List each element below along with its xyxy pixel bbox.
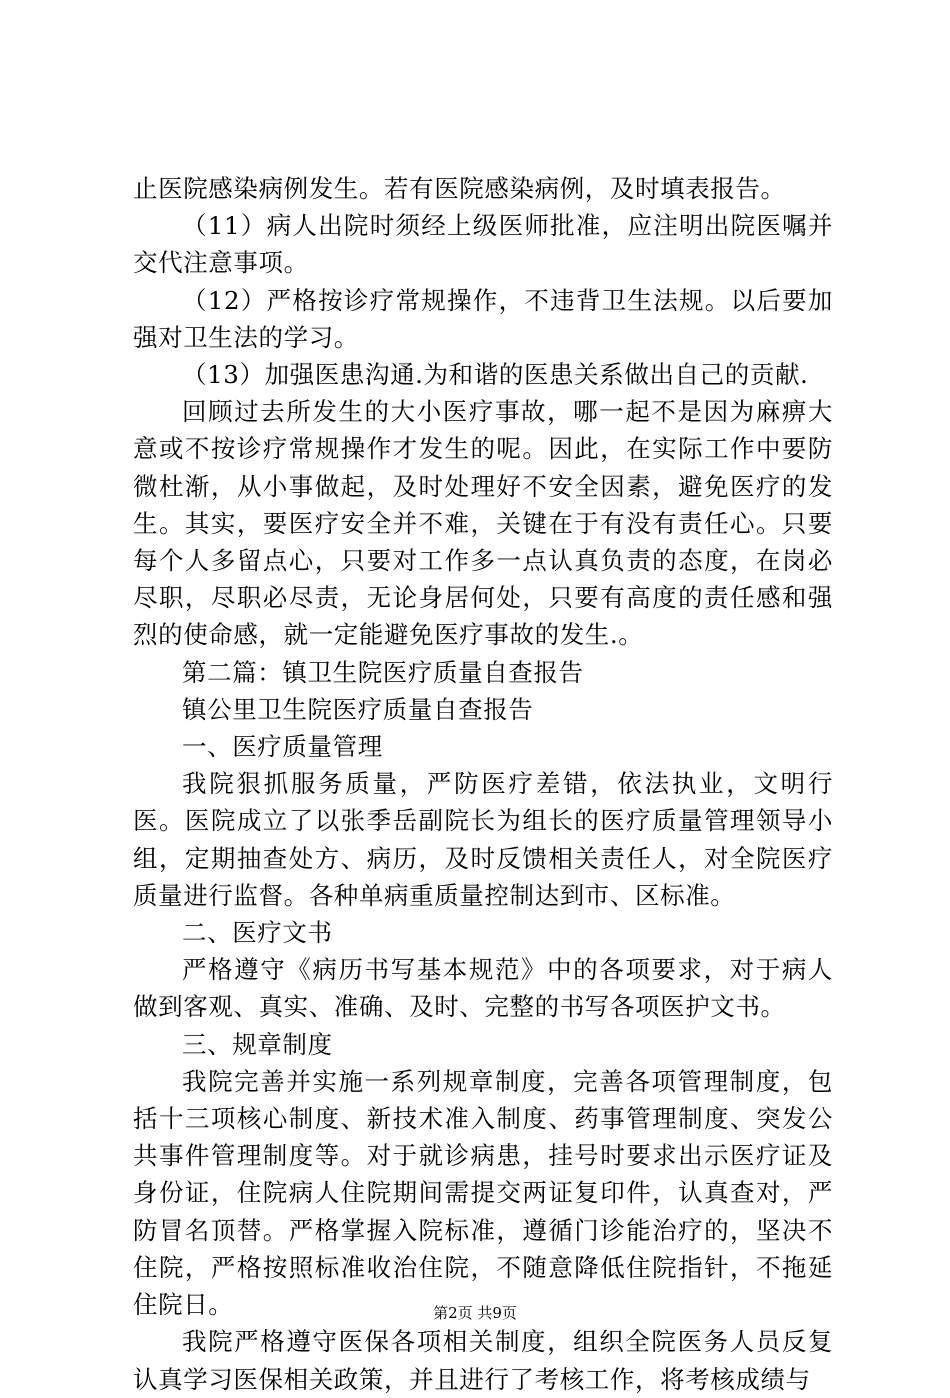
page-footer: 第2页 共9页 (433, 1304, 517, 1322)
heading-rules-regulations: 三、规章制度 (182, 1029, 333, 1059)
paragraph-rules-regulations: 我院完善并实施一系列规章制度，完善各项管理制度，包括十三项核心制度、新技术准入制度、药事管理制度、突发公共事件管理制度等。对于就诊病患，挂号时要求出示医疗证及身份证，住院病人住院期间需提交两证复印件，认真查对，严防冒名顶替。严格掌握入院标准，遵循门诊能治疗的，坚决不住院，严格按照标准收治住院，不随意降低住院指针，不拖延住院日。 (133, 1066, 833, 1320)
paragraph-medical-documents: 严格遵守《病历书写基本规范》中的各项要求，对于病人做到客观、真实、准确、及时、完整的书写各项医护文书。 (133, 955, 833, 1022)
paragraph-item-13: （13）加强医患沟通.为和谐的医患关系做出自己的贡献. (182, 360, 809, 390)
paragraph-item-11: （11）病人出院时须经上级医师批准，应注明出院医嘱并交代注意事项。 (133, 211, 833, 278)
section-heading-part-two: 第二篇：镇卫生院医疗质量自查报告 (182, 657, 584, 687)
paragraph-medical-insurance: 我院严格遵守医保各项相关制度，组织全院医务人员反复认真学习医保相关政策，并且进行了考核工作，将考核成绩与 (133, 1327, 833, 1394)
paragraph-quality-management: 我院狠抓服务质量，严防医疗差错，依法执业，文明行医。医院成立了以张季岳副院长为组长的医疗质量管理领导小组，定期抽查处方、病历，及时反馈相关责任人，对全院医疗质量进行监督。各种单病重质量控制达到市、区标准。 (133, 769, 833, 910)
report-title: 镇公里卫生院医疗质量自查报告 (182, 694, 534, 724)
paragraph-continuation: 止医院感染病例发生。若有医院感染病例，及时填表报告。 (133, 174, 786, 203)
heading-medical-documents: 二、医疗文书 (182, 918, 333, 948)
document-body (133, 170, 833, 1398)
heading-quality-management: 一、医疗质量管理 (182, 732, 383, 762)
paragraph-review: 回顾过去所发生的大小医疗事故，哪一起不是因为麻痹大意或不按诊疗常规操作才发生的呢。因此，在实际工作中要防微杜渐，从小事做起，及时处理好不安全因素，避免医疗的发生。其实，要医疗安全并不难，关键在于有没有责任心。只要每个人多留点心，只要对工作多一点认真负责的态度，在岗必尽职，尽职必尽责，无论身居何处，只要有高度的责任感和强烈的使命感，就一定能避免医疗事故的发生.。 (133, 397, 833, 650)
paragraph-item-12: （12）严格按诊疗常规操作，不违背卫生法规。以后要加强对卫生法的学习。 (133, 285, 833, 352)
